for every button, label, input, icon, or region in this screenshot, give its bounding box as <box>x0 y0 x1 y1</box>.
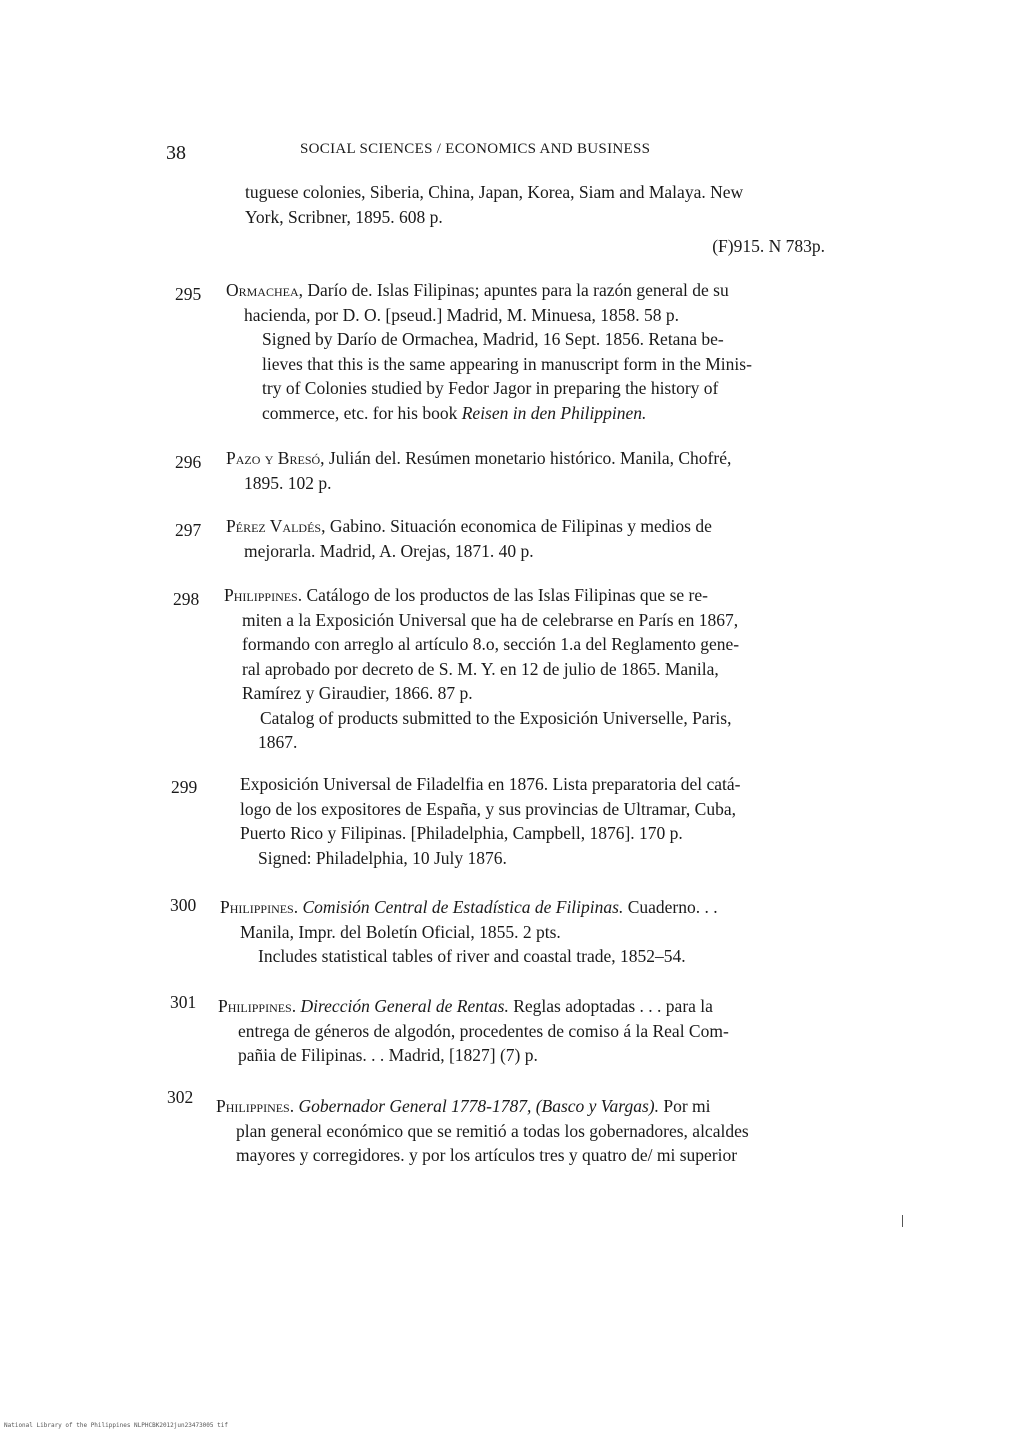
entry-302 <box>216 1094 749 1168</box>
note-line: 1867. <box>258 732 298 752</box>
note-line: try of Colonies studied by Fedor Jagor in preparing the history of <box>262 378 719 398</box>
entry-number: 301 <box>170 992 197 1012</box>
text-line: Ramírez y Giraudier, 1866. 87 p. <box>242 683 473 703</box>
text-line: tuguese colonies, Siberia, China, Japan, Korea, Siam and Malaya. New <box>245 182 744 202</box>
text-line: Reglas adoptadas . . . para la <box>508 996 713 1016</box>
entry-299 <box>240 772 741 870</box>
entry-number: 300 <box>170 895 197 915</box>
text-line: mejorarla. Madrid, A. Orejas, 1871. 40 p. <box>244 540 534 561</box>
entry-297 <box>226 514 712 563</box>
note-line: Signed by Darío de Ormachea, Madrid, 16 Sept. 1856. Retana be- <box>262 329 724 349</box>
scan-footer: National Library of the Philippines NLPHCBK2012jun23473005 tif <box>4 1422 228 1429</box>
text-line: Julián del. Resúmen monetario histórico. Manila, Chofré, <box>324 448 732 468</box>
entry-author: Philippines. <box>224 585 303 605</box>
entry-author: Pazo y Bresó, <box>226 448 325 468</box>
entry-301 <box>218 994 729 1068</box>
text-line: formando con arreglo al artículo 8.o, sección 1.a del Reglamento gene- <box>242 634 740 654</box>
entry-300 <box>220 895 718 969</box>
agency-name: Comisión Central de Estadística de Filipinas. <box>298 897 624 917</box>
text-line: ral aprobado por decreto de S. M. Y. en 12 de julio de 1865. Manila, <box>242 658 719 679</box>
continuation-text <box>245 180 743 229</box>
note-line: Catalog of products submitted to the Exposición Universelle, Paris, <box>260 707 732 728</box>
note-line: lieves that this is the same appearing in manuscript form in the Minis- <box>262 353 752 374</box>
text-line: Darío de. Islas Filipinas; apuntes para la razón general de su <box>303 280 729 300</box>
text-line: Cuaderno. . . <box>623 897 718 917</box>
entry-author: Pérez Valdés, <box>226 516 326 536</box>
text-line: Exposición Universal de Filadelfia en 1876. Lista preparatoria del catá- <box>240 774 741 794</box>
book-title: Reisen in den Philippinen. <box>461 402 647 423</box>
entry-number: 297 <box>175 520 202 540</box>
entry-296 <box>226 446 731 495</box>
text-line: plan general económico que se remitió a todas los gobernadores, alcaldes <box>236 1120 749 1141</box>
text-line: Puerto Rico y Filipinas. [Philadelphia, Campbell, 1876]. 170 p. <box>240 823 683 843</box>
entry-author: Philippines. <box>220 897 299 917</box>
text-line: Catálogo de los productos de las Islas Filipinas que se re- <box>302 585 708 605</box>
entry-number: 299 <box>171 777 198 797</box>
text-line: York, Scribner, 1895. 608 p. <box>245 206 443 227</box>
text-line: Manila, Impr. del Boletín Oficial, 1855. 2 pts. <box>240 921 561 942</box>
note-line: Includes statistical tables of river and coastal trade, 1852–54. <box>258 946 686 966</box>
scan-mark <box>902 1215 903 1227</box>
entry-number: 302 <box>167 1087 194 1107</box>
text-line: hacienda, por D. O. [pseud.] Madrid, M. Minuesa, 1858. 58 p. <box>244 304 679 325</box>
entry-295 <box>226 278 752 425</box>
entry-298 <box>224 583 739 755</box>
text-line: Por mi <box>659 1096 711 1116</box>
entry-author: Philippines. <box>216 1096 295 1116</box>
running-head: SOCIAL SCIENCES / ECONOMICS AND BUSINESS <box>300 141 651 157</box>
agency-name: Dirección General de Rentas. <box>296 996 509 1016</box>
entry-number: 298 <box>173 589 200 609</box>
entry-number: 296 <box>175 452 202 472</box>
page-number: 38 <box>166 142 186 164</box>
entry-author: Ormachea, <box>226 280 304 300</box>
text-line: pañia de Filipinas. . . Madrid, [1827] (7) p. <box>238 1045 538 1065</box>
agency-name: Gobernador General 1778-1787, (Basco y Vargas). <box>294 1096 659 1116</box>
text-line: Gabino. Situación economica de Filipinas y medios de <box>325 516 712 536</box>
call-number: (F)915. N 783p. <box>712 236 825 256</box>
text-line: miten a la Exposición Universal que ha de celebrarse en París en 1867, <box>242 609 739 630</box>
text-line: 1895. 102 p. <box>244 472 332 493</box>
entry-author: Philippines. <box>218 996 297 1016</box>
note-line: commerce, etc. for his book <box>262 402 462 423</box>
text-line: mayores y corregidores. y por los artículos tres y quatro de/ mi superior <box>236 1145 738 1165</box>
note-line: Signed: Philadelphia, 10 July 1876. <box>258 847 507 868</box>
text-line: logo de los expositores de España, y sus provincias de Ultramar, Cuba, <box>240 798 736 819</box>
entry-number: 295 <box>175 284 202 304</box>
text-line: entrega de géneros de algodón, procedentes de comiso á la Real Com- <box>238 1020 729 1041</box>
